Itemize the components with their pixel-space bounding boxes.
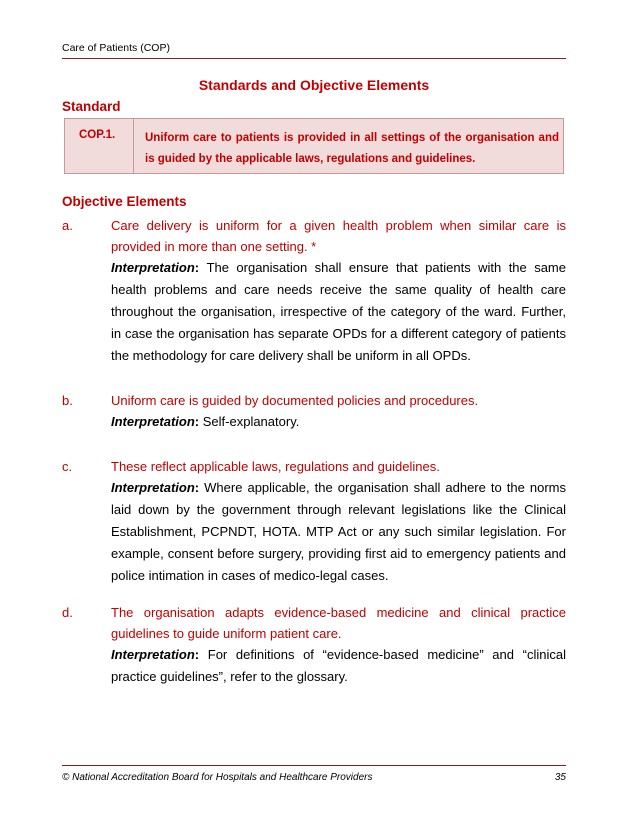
page-title: Standards and Objective Elements <box>198 77 430 93</box>
objective-text: Care delivery is uniform for a given health problem when similar care is provided in more than one setting. * <box>111 218 566 254</box>
footer-copyright: © National Accreditation Board for Hospitals and Healthcare Providers <box>62 772 373 783</box>
interpretation: Interpretation: The organisation shall ensure that patients with the same health problems and care needs receive the same quality of health care throughout the organisation, irrespective of the category of the ward. Further, in case the organisation has separate OPDs for a different category of patients the methodology for care delivery shall be uniform in all OPDs. <box>111 260 566 363</box>
page-number: 35 <box>554 772 566 783</box>
interpretation-text: Where applicable, the organisation shall adhere to the norms laid down by the government through relevant legislations like the Clinical Establishment, PCPNDT, HOTA. MTP Act or any such similar legislation. For example, consent before surgery, providing first aid to emergency patients and police intimation in cases of medico-legal cases. <box>111 480 566 583</box>
interpretation-label: Interpretation <box>111 480 195 495</box>
interpretation-label: Interpretation <box>111 260 195 275</box>
objective-text: The organisation adapts evidence-based medicine and clinical practice guidelines to guide uniform patient care. <box>111 605 566 641</box>
interpretation-label: Interpretation <box>111 414 195 429</box>
item-letter: a. <box>62 218 73 233</box>
standard-code: COP.1. <box>65 119 134 173</box>
standard-text: Uniform care to patients is provided in all settings of the organisation and is guided by the applicable laws, regulations and guidelines. <box>145 132 559 165</box>
item-body <box>111 215 566 367</box>
running-header: Care of Patients (COP) <box>62 42 170 54</box>
objective-text: These reflect applicable laws, regulations and guidelines. <box>111 459 440 474</box>
item-body <box>111 390 566 433</box>
objective-elements-heading: Objective Elements <box>62 194 187 209</box>
interpretation-text: For definitions of “evidence-based medicine” and “clinical practice guidelines”, refer to the glossary. <box>111 647 566 684</box>
item-letter: b. <box>62 393 73 408</box>
interpretation-text: The organisation shall ensure that patients with the same health problems and care needs receive the same quality of health care throughout the organisation, irrespective of the category of the ward. Further, in case the organisation has separate OPDs for a different category of patients the methodology for care delivery shall be uniform in all OPDs. <box>111 260 566 363</box>
footer-divider <box>62 765 566 766</box>
interpretation-label: Interpretation <box>111 647 195 662</box>
interpretation: Interpretation: Where applicable, the organisation shall adhere to the norms laid down by the government through relevant legislations like the Clinical Establishment, PCPNDT, HOTA. MTP Act or any such similar legislation. For example, consent before surgery, providing first aid to emergency patients and police intimation in cases of medico-legal cases. <box>111 480 566 583</box>
item-body <box>111 456 566 587</box>
item-letter: d. <box>62 605 73 620</box>
interpretation: Interpretation: For definitions of “evidence-based medicine” and “clinical practice guidelines”, refer to the glossary. <box>111 647 566 684</box>
header-divider <box>62 58 566 59</box>
item-body <box>111 602 566 688</box>
interpretation: Interpretation: Self-explanatory. <box>111 414 300 429</box>
item-letter: c. <box>62 459 73 474</box>
standard-table <box>64 118 564 174</box>
objective-text: Uniform care is guided by documented policies and procedures. <box>111 393 479 408</box>
interpretation-text: Self-explanatory. <box>202 414 300 429</box>
standard-heading: Standard <box>62 99 121 114</box>
